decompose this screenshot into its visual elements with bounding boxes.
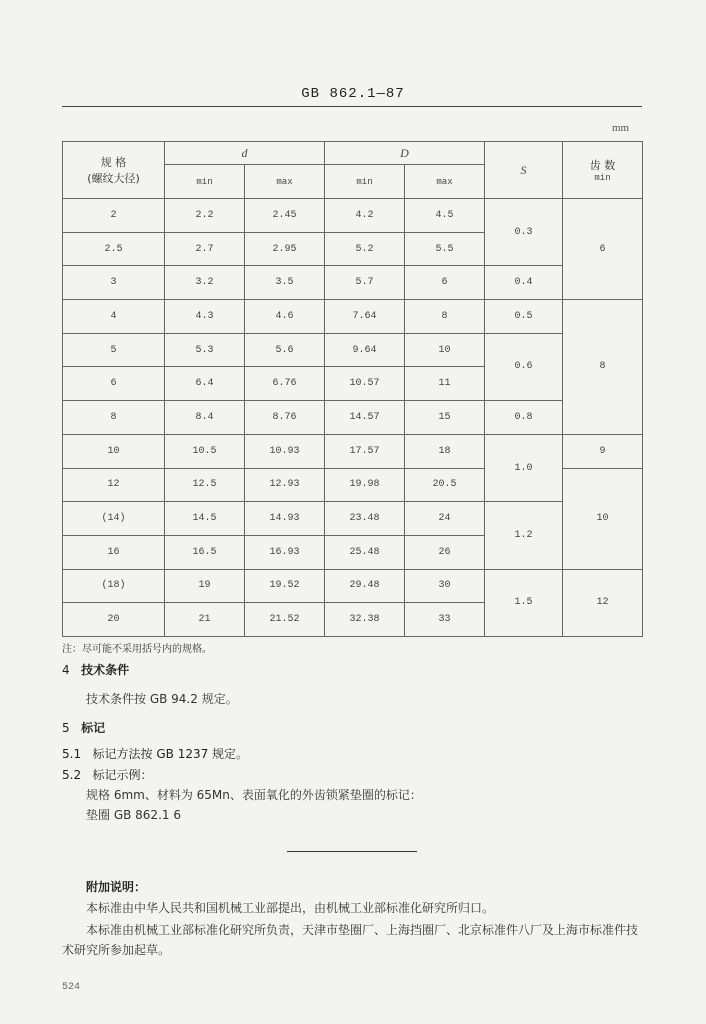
section-5-1-text: 标记方法按 GB 1237 规定。 — [92, 747, 249, 761]
cell-d-min: 14.5 — [165, 502, 245, 536]
table-row — [63, 199, 643, 233]
cell-D-min: 10.57 — [325, 367, 405, 401]
section-5-number: 5 — [62, 721, 70, 735]
cell-d-max: 12.93 — [245, 468, 325, 502]
cell-D-min: 9.64 — [325, 333, 405, 367]
section-4-heading — [62, 661, 129, 678]
cell-s: 1.0 — [485, 434, 563, 501]
cell-spec: (14) — [63, 502, 165, 536]
section-4-text: 技术条件按 GB 94.2 规定。 — [86, 692, 238, 706]
cell-d-min: 4.3 — [165, 300, 245, 334]
cell-spec: 4 — [63, 300, 165, 334]
cell-d-min: 16.5 — [165, 535, 245, 569]
table-row — [63, 434, 643, 468]
cell-D-min: 5.2 — [325, 232, 405, 266]
cell-d-max: 21.52 — [245, 603, 325, 637]
cell-D-max: 33 — [405, 603, 485, 637]
cell-s: 0.8 — [485, 401, 563, 435]
header-teeth-label: 齿 数 — [589, 159, 616, 172]
appendix-paragraph-2: 本标准由机械工业部标准化研究所负责，天津市垫圈厂、上海挡圈厂、北京标准件八厂及上海市标准件技术研究所参加起草。 — [62, 923, 639, 957]
cell-D-max: 24 — [405, 502, 485, 536]
cell-D-min: 17.57 — [325, 434, 405, 468]
table-row — [63, 502, 643, 536]
cell-d-max: 2.95 — [245, 232, 325, 266]
marking-example-description: 规格 6mm、材料为 65Mn、表面氧化的外齿锁紧垫圈的标记： — [86, 788, 422, 802]
header-teeth — [563, 142, 643, 199]
cell-d-max: 8.76 — [245, 401, 325, 435]
header-rule — [62, 106, 642, 107]
cell-d-max: 14.93 — [245, 502, 325, 536]
section-4-title: 技术条件 — [81, 663, 130, 677]
cell-spec: 5 — [63, 333, 165, 367]
header-teeth-min: min — [594, 173, 611, 183]
table-row — [63, 569, 643, 603]
cell-D-min: 7.64 — [325, 300, 405, 334]
section-5-2-number: 5.2 — [62, 768, 82, 782]
header-s: S — [485, 142, 563, 199]
cell-teeth: 9 — [563, 434, 643, 468]
page-number: 524 — [62, 982, 81, 993]
cell-spec: 12 — [63, 468, 165, 502]
cell-D-max: 20.5 — [405, 468, 485, 502]
header-D: D — [325, 142, 485, 165]
cell-D-min: 32.38 — [325, 603, 405, 637]
cell-D-max: 10 — [405, 333, 485, 367]
header-d-max: max — [245, 165, 325, 199]
cell-D-max: 11 — [405, 367, 485, 401]
cell-d-max: 5.6 — [245, 333, 325, 367]
cell-spec: 8 — [63, 401, 165, 435]
cell-s: 0.4 — [485, 266, 563, 300]
cell-d-min: 5.3 — [165, 333, 245, 367]
cell-teeth: 12 — [563, 569, 643, 636]
cell-D-min: 25.48 — [325, 535, 405, 569]
cell-D-max: 6 — [405, 266, 485, 300]
header-d: d — [165, 142, 325, 165]
header-spec-label: 规 格 — [100, 156, 127, 169]
cell-D-min: 29.48 — [325, 569, 405, 603]
cell-d-max: 10.93 — [245, 434, 325, 468]
table-row — [63, 401, 643, 435]
cell-teeth: 6 — [563, 199, 643, 300]
cell-teeth: 10 — [563, 468, 643, 569]
cell-D-min: 14.57 — [325, 401, 405, 435]
section-5-title: 标记 — [81, 721, 106, 735]
table-row — [63, 333, 643, 367]
cell-spec: 20 — [63, 603, 165, 637]
section-5-heading — [62, 719, 105, 736]
cell-d-min: 2.7 — [165, 232, 245, 266]
section-5-1 — [62, 745, 248, 762]
cell-teeth: 8 — [563, 300, 643, 435]
cell-spec: 3 — [63, 266, 165, 300]
cell-D-max: 5.5 — [405, 232, 485, 266]
appendix-title-text: 附加说明： — [86, 880, 147, 894]
washer-spec-table — [62, 141, 643, 637]
unit-label: mm — [612, 122, 630, 134]
table-note: 注：尽可能不采用括号内的规格。 — [62, 644, 212, 655]
cell-d-min: 12.5 — [165, 468, 245, 502]
cell-d-max: 6.76 — [245, 367, 325, 401]
section-4-number: 4 — [62, 663, 70, 677]
section-5-2 — [62, 766, 153, 783]
cell-D-max: 26 — [405, 535, 485, 569]
cell-spec: 6 — [63, 367, 165, 401]
cell-D-min: 5.7 — [325, 266, 405, 300]
cell-d-max: 3.5 — [245, 266, 325, 300]
cell-s: 1.2 — [485, 502, 563, 569]
header-D-min: min — [325, 165, 405, 199]
cell-spec: 2.5 — [63, 232, 165, 266]
cell-d-max: 4.6 — [245, 300, 325, 334]
cell-s: 0.6 — [485, 333, 563, 400]
cell-D-max: 8 — [405, 300, 485, 334]
cell-D-max: 15 — [405, 401, 485, 435]
appendix-paragraph-1: 本标准由中华人民共和国机械工业部提出，由机械工业部标准化研究所归口。 — [86, 901, 495, 915]
cell-spec: 16 — [63, 535, 165, 569]
table-row — [63, 266, 643, 300]
cell-d-min: 19 — [165, 569, 245, 603]
cell-s: 1.5 — [485, 569, 563, 636]
cell-s: 0.3 — [485, 199, 563, 266]
cell-D-min: 19.98 — [325, 468, 405, 502]
section-5-1-number: 5.1 — [62, 747, 82, 761]
header-spec — [63, 142, 165, 199]
marking-example: 垫圈 GB 862.1 6 — [86, 808, 181, 822]
cell-spec: 10 — [63, 434, 165, 468]
cell-d-min: 8.4 — [165, 401, 245, 435]
cell-D-min: 4.2 — [325, 199, 405, 233]
cell-d-max: 19.52 — [245, 569, 325, 603]
cell-d-min: 10.5 — [165, 434, 245, 468]
appendix-title — [86, 878, 146, 895]
header-d-min: min — [165, 165, 245, 199]
cell-D-max: 18 — [405, 434, 485, 468]
separator-rule — [287, 851, 417, 852]
cell-D-max: 30 — [405, 569, 485, 603]
cell-d-min: 3.2 — [165, 266, 245, 300]
cell-d-max: 16.93 — [245, 535, 325, 569]
header-D-max: max — [405, 165, 485, 199]
cell-D-min: 23.48 — [325, 502, 405, 536]
header-spec-sub: (螺纹大径) — [87, 172, 140, 185]
cell-D-max: 4.5 — [405, 199, 485, 233]
cell-spec: (18) — [63, 569, 165, 603]
cell-d-max: 2.45 — [245, 199, 325, 233]
table-row — [63, 300, 643, 334]
cell-d-min: 21 — [165, 603, 245, 637]
cell-spec: 2 — [63, 199, 165, 233]
cell-d-min: 2.2 — [165, 199, 245, 233]
page-header-title: GB 862.1—87 — [301, 86, 405, 102]
cell-s: 0.5 — [485, 300, 563, 334]
section-5-2-text: 标记示例： — [92, 768, 153, 782]
cell-d-min: 6.4 — [165, 367, 245, 401]
